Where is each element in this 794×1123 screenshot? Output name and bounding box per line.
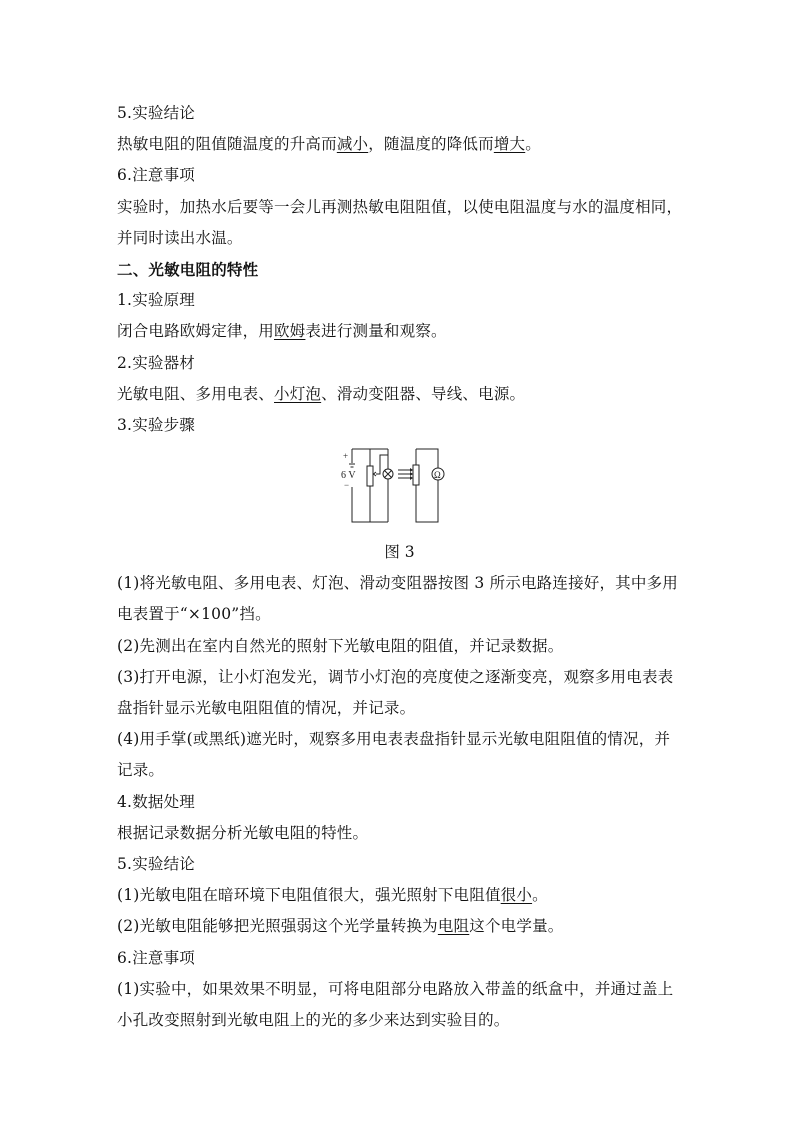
steps-heading: 3.实验步骤 (117, 415, 195, 434)
bulb-cross (385, 471, 392, 478)
answer-increase: 增大 (493, 135, 526, 154)
principle-heading: 1.实验原理 (117, 291, 195, 310)
light-rays (398, 470, 410, 478)
notes-heading: 6.注意事项 (117, 948, 195, 967)
step-1-line-1: (1)将光敏电阻、多用电表、灯泡、滑动变阻器按图 3 所示电路连接好，其中多用 (117, 574, 678, 593)
document-page (117, 98, 682, 1036)
voltage-label: 6 V (341, 470, 356, 482)
conclusion-thermistor: 热敏电阻的阻值随温度的升高而减小，随温度的降低而增大。 (117, 135, 541, 154)
section-6-heading: 6.注意事项 (117, 166, 195, 185)
step-4-line-1: (4)用手掌(或黑纸)遮光时，观察多用电表表盘指针显示光敏电阻阻值的情况，并 (117, 730, 671, 749)
figure-caption: 图 3 (384, 543, 415, 562)
circuit-diagram (340, 443, 460, 533)
answer-resistance: 电阻 (437, 917, 470, 936)
rheostat-body (367, 466, 373, 486)
rheostat-slider-arrow (374, 472, 377, 476)
step-4-line-2: 记录。 (117, 761, 165, 780)
ohmmeter-symbol: Ω (434, 470, 441, 481)
conclusion-2: (2)光敏电阻能够把光照强弱这个光学量转换为电阻这个电学量。 (117, 917, 564, 936)
conclusion-heading: 5.实验结论 (117, 854, 195, 873)
wire-right-bottom (416, 480, 438, 522)
data-heading: 4.数据处理 (117, 792, 195, 811)
battery-minus-sign: − (344, 480, 350, 491)
conclusion-1: (1)光敏电阻在暗环境下电阻值很大，强光照射下电阻值很小。 (117, 886, 548, 905)
answer-very-small: 很小 (500, 886, 533, 905)
note-line-2: 并同时读出水温。 (117, 228, 243, 247)
step-3-line-2: 盘指针显示光敏电阻阻值的情况，并记录。 (117, 699, 416, 717)
section-5-heading: 5.实验结论 (117, 104, 195, 122)
answer-small-bulb: 小灯泡 (274, 384, 322, 403)
part-2-heading: 二、光敏电阻的特性 (117, 259, 259, 279)
battery-plus-sign: + (343, 451, 349, 462)
note-1-line-1: (1)实验中，如果效果不明显，可将电阻部分电路放入带盖的纸盒中，并通过盖上 (117, 979, 674, 998)
answer-decrease: 减小 (336, 135, 369, 154)
equipment-heading: 2.实验器材 (117, 353, 195, 372)
data-text: 根据记录数据分析光敏电阻的特性。 (117, 823, 369, 842)
note-line-1: 实验时，加热水后要等一会儿再测热敏电阻阻值，以使电阻温度与水的温度相同， (117, 197, 683, 216)
note-1-line-2: 小孔改变照射到光敏电阻上的光的多少来达到实验目的。 (117, 1010, 510, 1029)
photoresistor-body (413, 465, 419, 485)
equipment-text: 光敏电阻、多用电表、小灯泡、滑动变阻器、导线、电源。 (117, 384, 526, 403)
principle-text: 闭合电路欧姆定律，用欧姆表进行测量和观察。 (117, 322, 447, 341)
rheostat-slider-wire (376, 455, 388, 474)
answer-ohm: 欧姆 (274, 322, 306, 341)
step-1-line-2: 电表置于“×100”挡。 (117, 605, 271, 624)
step-2: (2)先测出在室内自然光的照射下光敏电阻的阻值，并记录数据。 (117, 636, 564, 655)
step-3-line-1: (3)打开电源，让小灯泡发光，调节小灯泡的亮度使之逐渐变亮，观察多用电表表 (117, 667, 674, 686)
circuit-figure (117, 441, 682, 537)
